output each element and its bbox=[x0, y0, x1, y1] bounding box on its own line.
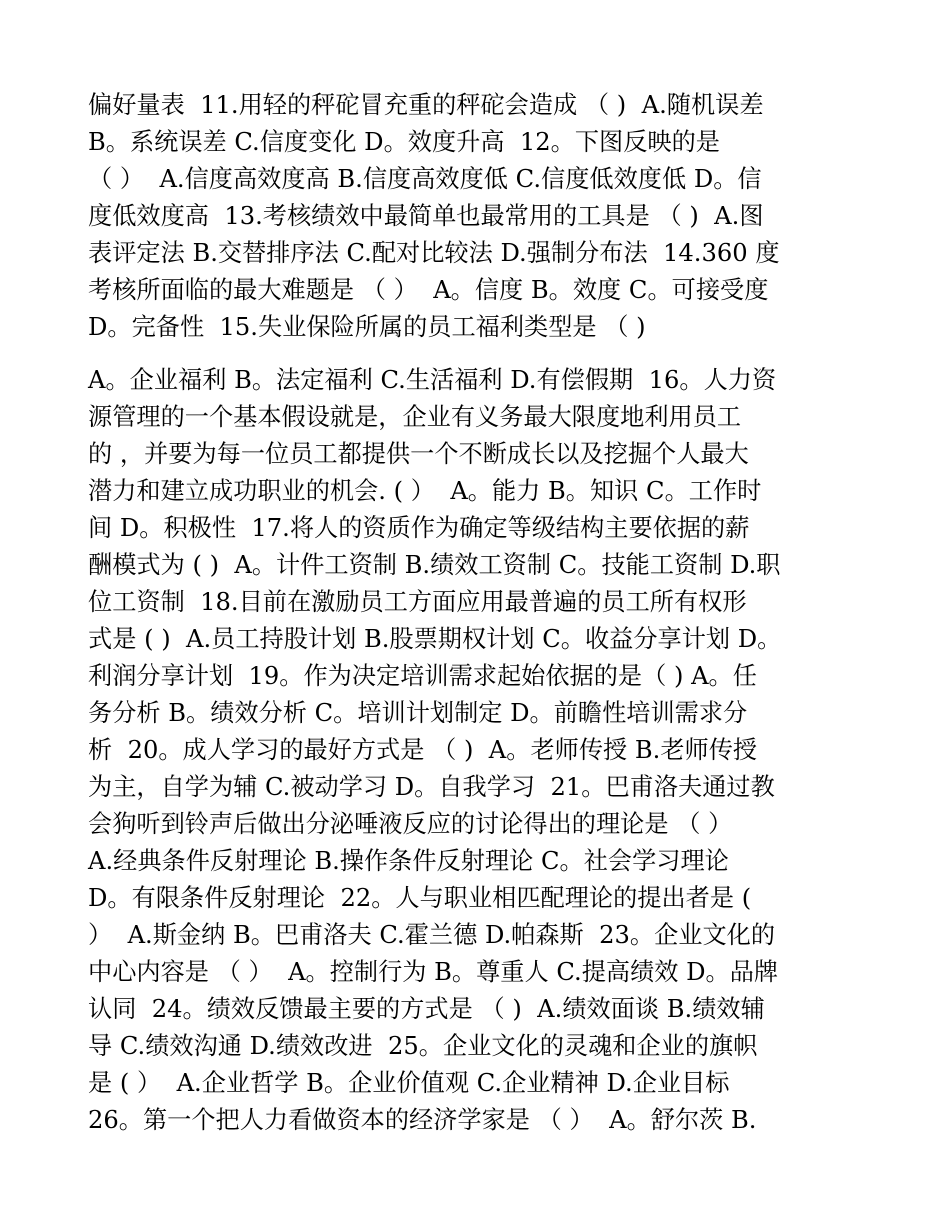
text-line: A.经典条件反射理论 B.操作条件反射理论 C。社会学习理论 bbox=[88, 847, 729, 875]
paragraph-2 bbox=[88, 362, 868, 1139]
text-line: D。有限条件反射理论 22。人与职业相匹配理论的提出者是 ( bbox=[88, 884, 752, 912]
text-line: 析 20。成人学习的最好方式是 （ ) A。老师传授 B.老师传授 bbox=[88, 736, 758, 764]
text-line: D。完备性 15.失业保险所属的员工福利类型是 （ ) bbox=[88, 313, 646, 341]
text-line: 为主，自学为辅 C.被动学习 D。自我学习 21。巴甫洛夫通过教 bbox=[88, 773, 775, 801]
text-line: 会狗听到铃声后做出分泌唾液反应的讨论得出的理论是 （ ） bbox=[88, 810, 733, 838]
text-line: B。系统误差 C.信度变化 D。效度升高 12。下图反映的是 bbox=[88, 128, 720, 156]
text-line: 表评定法 B.交替排序法 C.配对比较法 D.强制分布法 14.360 度 bbox=[88, 239, 780, 267]
text-line: 酬模式为 ( ) A。计件工资制 B.绩效工资制 C。技能工资制 D.职 bbox=[88, 551, 781, 579]
text-line: 务分析 B。绩效分析 C。培训计划制定 D。前瞻性培训需求分 bbox=[88, 699, 748, 727]
text-line: 式是 ( ) A.员工持股计划 B.股票期权计划 C。收益分享计划 D。 bbox=[88, 625, 782, 653]
text-line: 间 D。积极性 17.将人的资质作为确定等级结构主要依据的薪 bbox=[88, 514, 750, 542]
text-line: 源管理的一个基本假设就是，企业有义务最大限度地利用员工 bbox=[88, 403, 742, 431]
text-line: 26。第一个把人力看做资本的经济学家是 （ ） A。舒尔茨 B. bbox=[88, 1106, 757, 1134]
text-line: 是 ( ） A.企业哲学 B。企业价值观 C.企业精神 D.企业目标 bbox=[88, 1069, 730, 1097]
text-line: A。企业福利 B。法定福利 C.生活福利 D.有偿假期 16。人力资 bbox=[88, 366, 777, 394]
text-line: 利润分享计划 19。作为决定培训需求起始依据的是（ ) A。任 bbox=[88, 662, 757, 690]
text-line: 中心内容是 （ ） A。控制行为 B。尊重人 C.提高绩效 D。品牌 bbox=[88, 958, 779, 986]
text-line: （ ） A.信度高效度高 B.信度高效度低 C.信度低效度低 D。信 bbox=[88, 165, 762, 193]
text-line: 的 ，并要为每一位员工都提供一个不断成长以及挖掘个人最大 bbox=[88, 440, 749, 468]
text-line: 位工资制 18.目前在激励员工方面应用最普遍的员工所有权形 bbox=[88, 588, 747, 616]
text-line: 度低效度高 13.考核绩效中最简单也最常用的工具是 （ ) A.图 bbox=[88, 202, 764, 230]
text-line: 导 C.绩效沟通 D.绩效改进 25。企业文化的灵魂和企业的旗帜 bbox=[88, 1032, 758, 1060]
paragraph-1 bbox=[88, 87, 868, 346]
text-line: 考核所面临的最大难题是 （ ） A。信度 B。效度 C。可接受度 bbox=[88, 276, 769, 304]
text-line: 偏好量表 11.用轻的秤砣冒充重的秤砣会造成 （ ) A.随机误差 bbox=[88, 91, 764, 119]
text-line: ） A.斯金纳 B。巴甫洛夫 C.霍兰德 D.帕森斯 23。企业文化的 bbox=[88, 921, 776, 949]
text-line: 认同 24。绩效反馈最主要的方式是 （ ) A.绩效面谈 B.绩效辅 bbox=[88, 995, 765, 1023]
text-line: 潜力和建立成功职业的机会. ( ） A。能力 B。知识 C。工作时 bbox=[88, 477, 762, 505]
